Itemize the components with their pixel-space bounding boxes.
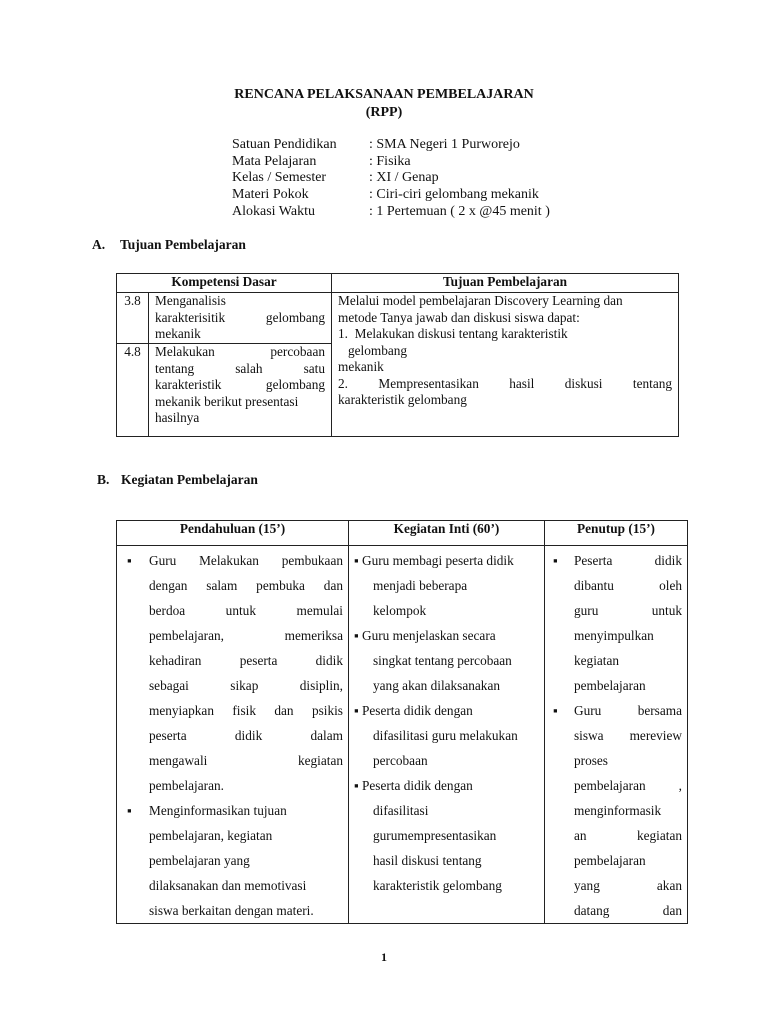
tujuan-line: karakteristik gelombang (338, 392, 467, 407)
tujuan-line: 1. Melakukan diskusi tentang karakteristik (338, 326, 568, 341)
bullet-icon: ▪ (354, 628, 359, 643)
section-b-heading (97, 472, 258, 488)
list-item (354, 623, 539, 698)
item-line: kehadiran peserta didik (149, 653, 343, 668)
item-line: pembelajaran (574, 853, 646, 868)
item-line: percobaan (373, 753, 428, 768)
item-line: siswa mereview (574, 728, 682, 743)
kegiatan-inti-cell (349, 546, 545, 924)
tujuan-line: mekanik (338, 359, 384, 374)
item-line: pembelajaran yang (149, 853, 250, 868)
item-line: menyiapkan fisik dan psikis (149, 703, 343, 718)
item-line: Guru bersama (574, 703, 682, 718)
kd-line: karakterisitik gelombang (155, 309, 326, 325)
tujuan-text (332, 293, 679, 437)
item-line: kegiatan (574, 653, 620, 668)
header-penutup: Penutup (15’) (545, 521, 688, 546)
tujuan-line: 2. Mempresentasikan hasil diskusi tentang (338, 375, 673, 391)
bullet-icon: ▪ (354, 553, 359, 568)
kd-line: mekanik (155, 326, 201, 341)
kd-line: mekanik berikut presentasi (155, 393, 299, 409)
kd-line: karakteristik gelombang (155, 377, 326, 392)
identity-row (232, 154, 550, 171)
item-line: menginformasik (574, 803, 662, 818)
identity-label: Mata Pelajaran (232, 153, 317, 169)
bullet-icon: ▪ (553, 703, 558, 718)
header-kegiatan-inti: Kegiatan Inti (60’) (349, 521, 545, 546)
item-line: siswa berkaitan dengan materi. (149, 903, 314, 918)
tujuan-line: Melalui model pembelajaran Discovery Learning dan (338, 293, 623, 308)
identity-row (232, 137, 550, 154)
kd-number: 3.8 (117, 293, 149, 344)
list-item (122, 798, 343, 923)
item-line: kelompok (373, 603, 427, 618)
kd-line: hasilnya (155, 410, 200, 425)
kd-line: tentang salah satu (155, 360, 326, 376)
item-line: datang dan (574, 903, 682, 918)
item-line: pembelajaran , (574, 778, 682, 793)
item-line: Peserta didik dengan (362, 778, 473, 793)
item-line: difasilitasi (373, 803, 429, 818)
item-line: singkat tentang percobaan (373, 653, 512, 668)
item-line: guru untuk (574, 603, 682, 618)
list-item (550, 548, 682, 698)
tujuan-line: gelombang (338, 342, 408, 358)
header-pendahuluan: Pendahuluan (15’) (117, 521, 349, 546)
identity-row (232, 187, 550, 204)
identity-value: : XI / Genap (369, 170, 439, 186)
item-line: yang akan (574, 878, 682, 893)
identity-label: Satuan Pendidikan (232, 137, 337, 152)
header-tujuan-pembelajaran: Tujuan Pembelajaran (332, 274, 679, 293)
section-letter: A. (92, 237, 106, 252)
bullet-icon: ▪ (354, 778, 359, 793)
identity-label: Materi Pokok (232, 187, 309, 203)
item-line: mengawali kegiatan (149, 753, 343, 768)
identity-value: : SMA Negeri 1 Purworejo (369, 137, 520, 152)
list-item (354, 698, 539, 773)
kd-text (149, 293, 332, 344)
table-row (117, 293, 679, 344)
list-item (550, 698, 682, 923)
penutup-cell (545, 546, 688, 924)
list-item (354, 773, 539, 898)
item-line: Peserta didik dengan (362, 703, 473, 718)
kegiatan-table (116, 520, 688, 924)
item-line: Menginformasikan tujuan (149, 803, 287, 818)
identity-value: : Ciri-ciri gelombang mekanik (369, 187, 539, 203)
item-line: dilaksanakan dan memotivasi (149, 878, 307, 893)
kd-number: 4.8 (117, 344, 149, 437)
section-title: Kegiatan Pembelajaran (121, 472, 258, 487)
bullet-icon: ▪ (553, 553, 558, 568)
identity-table (232, 137, 550, 221)
identity-label: Alokasi Waktu (232, 203, 315, 219)
kd-line: Menganalisis (155, 293, 226, 308)
section-letter: B. (97, 472, 110, 487)
table-row (117, 546, 688, 924)
bullet-icon: ▪ (354, 703, 359, 718)
identity-value: : Fisika (369, 153, 411, 169)
document-title (0, 86, 768, 122)
identity-value: : 1 Pertemuan ( 2 x @45 menit ) (369, 203, 550, 219)
item-line: pembelajaran, memeriksa (149, 628, 343, 643)
item-line: Guru Melakukan pembukaan (149, 553, 343, 568)
section-a-heading (92, 237, 246, 253)
kd-text (149, 344, 332, 437)
identity-row (232, 204, 550, 221)
item-line: pembelajaran (574, 678, 646, 693)
page-number: 1 (381, 950, 387, 964)
item-line: Guru membagi peserta didik (362, 553, 514, 568)
header-kompetensi-dasar: Kompetensi Dasar (117, 274, 332, 293)
item-line: menjadi beberapa (373, 578, 468, 593)
item-line: yang akan dilaksanakan (373, 678, 501, 693)
title-line-2: (RPP) (365, 105, 403, 120)
item-line: karakteristik gelombang (373, 878, 502, 893)
item-line: dibantu oleh (574, 578, 682, 593)
section-title: Tujuan Pembelajaran (120, 237, 246, 252)
tujuan-table (116, 273, 679, 437)
item-line: Guru menjelaskan secara (362, 628, 496, 643)
identity-label: Kelas / Semester (232, 170, 327, 186)
identity-row (232, 170, 550, 187)
item-line: difasilitasi guru melakukan (373, 728, 518, 743)
title-line-1: RENCANA PELAKSANAAN PEMBELAJARAN (234, 87, 534, 102)
list-item (354, 548, 539, 623)
bullet-icon: ▪ (127, 803, 132, 818)
item-line: hasil diskusi tentang (373, 853, 482, 868)
item-line: menyimpulkan (574, 628, 654, 643)
item-line: an kegiatan (574, 828, 682, 843)
item-line: berdoa untuk memulai (149, 603, 343, 618)
list-item (122, 548, 343, 798)
item-line: pembelajaran, kegiatan (149, 828, 273, 843)
item-line: gurumempresentasikan (373, 828, 497, 843)
tujuan-line: metode Tanya jawab dan diskusi siswa dapat: (338, 309, 580, 325)
bullet-icon: ▪ (127, 553, 132, 568)
item-line: dengan salam pembuka dan (149, 578, 343, 593)
item-line: pembelajaran. (149, 778, 224, 793)
item-line: sebagai sikap disiplin, (149, 678, 343, 693)
item-line: peserta didik dalam (149, 728, 343, 743)
item-line: proses (574, 753, 608, 768)
kd-line: Melakukan percobaan (155, 344, 326, 359)
item-line: Peserta didik (574, 553, 682, 568)
pendahuluan-cell (117, 546, 349, 924)
